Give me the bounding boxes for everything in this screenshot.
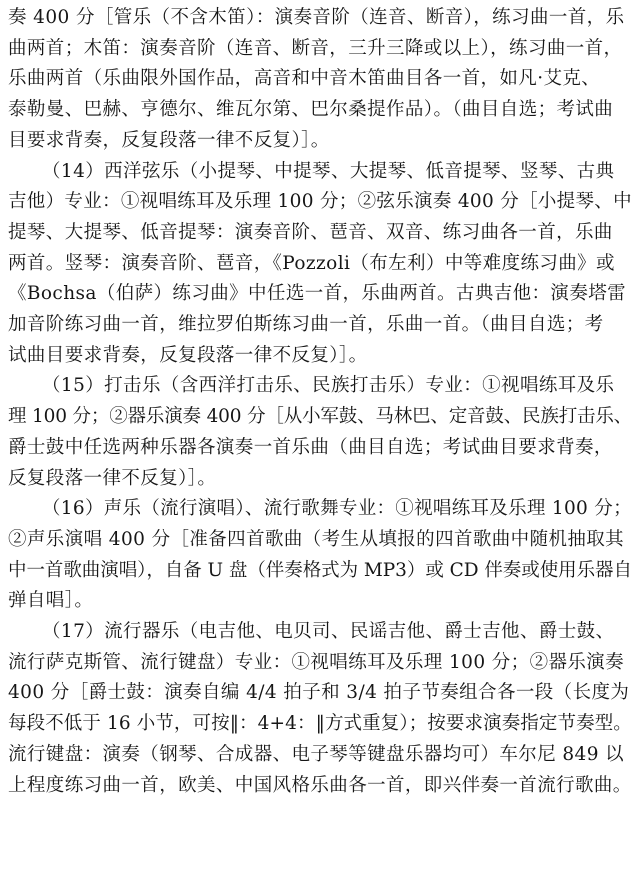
text-line: 目要求背奏，反复段落一律不反复）］。 bbox=[8, 129, 330, 151]
text-line: 曲两首；木笛：演奏音阶（连音、断音，三升三降或以上），练习曲一首， bbox=[8, 37, 623, 59]
text-line: （17）流行器乐（电吉他、电贝司、民谣吉他、爵士吉他、爵士鼓、 bbox=[42, 621, 615, 643]
paragraph-western-strings bbox=[8, 157, 632, 372]
text-line: 400 分［爵士鼓：演奏自编 4/4 拍子和 3/4 拍子节奏组合各一段（长度为 bbox=[8, 682, 630, 704]
text-line: 理 100 分；②器乐演奏 400 分［从小军鼓、马林巴、定音鼓、民族打击乐、 bbox=[8, 406, 633, 428]
text-line: 提琴、大提琴、低音提琴：演奏音阶、琶音、双音、练习曲各一首，乐曲 bbox=[8, 221, 613, 243]
text-line: 弹自唱］。 bbox=[8, 590, 94, 612]
text-line: ②声乐演唱 400 分［准备四首歌曲（考生从填报的四首歌曲中随机抽取其 bbox=[8, 528, 625, 550]
paragraph-pop-instruments bbox=[8, 617, 632, 801]
text-line: 流行萨克斯管、流行键盘）专业：①视唱练耳及乐理 100 分；②器乐演奏 bbox=[8, 651, 625, 673]
paragraph-percussion bbox=[8, 371, 632, 494]
text-line: 奏 400 分［管乐（不含木笛）：演奏音阶（连音、断音），练习曲一首，乐 bbox=[8, 7, 625, 28]
text-line: 爵士鼓中任选两种乐器各演奏一首乐曲（曲目自选；考试曲目要求背奏， bbox=[8, 436, 613, 458]
paragraph-woodwind-continued bbox=[8, 0, 632, 157]
text-line: 每段不低于 16 小节，可按‖：4+4：‖方式重复）；按要求演奏指定节奏型。 bbox=[8, 713, 632, 735]
text-line: （15）打击乐（含西洋打击乐、民族打击乐）专业：①视唱练耳及乐 bbox=[42, 375, 615, 397]
text-line: 中一首歌曲演唱），自备 U 盘（伴奏格式为 MP3）或 CD 伴奏或使用乐器自 bbox=[8, 559, 632, 581]
text-line: （16）声乐（流行演唱）、流行歌舞专业：①视唱练耳及乐理 100 分； bbox=[42, 498, 632, 520]
document-page bbox=[8, 0, 632, 880]
text-line: 《Bochsa（伯萨）练习曲》中任选一首，乐曲两首。古典吉他：演奏塔雷 bbox=[8, 283, 627, 305]
paragraph-pop-vocal bbox=[8, 494, 632, 617]
text-line: 试曲目要求背奏，反复段落一律不反复）］。 bbox=[8, 344, 368, 366]
text-line: 两首。竖琴：演奏音阶、琶音，《Pozzoli（布左利）中等难度练习曲》或 bbox=[8, 252, 615, 274]
text-line: 乐曲两首（乐曲限外国作品，高音和中音木笛曲目各一首，如凡·艾克、 bbox=[8, 68, 601, 90]
text-line: （14）西洋弦乐（小提琴、中提琴、大提琴、低音提琴、竖琴、古典 bbox=[42, 160, 615, 182]
text-line: 上程度练习曲一首，欧美、中国风格乐曲各一首，即兴伴奏一首流行歌曲。 bbox=[8, 774, 632, 796]
text-line: 吉他）专业：①视唱练耳及乐理 100 分；②弦乐演奏 400 分［小提琴、中 bbox=[8, 191, 632, 213]
text-line: 泰勒曼、巴赫、亨德尔、维瓦尔第、巴尔桑提作品）。（曲目自选；考试曲 bbox=[8, 99, 614, 121]
text-line: 流行键盘：演奏（钢琴、合成器、电子琴等键盘乐器均可）车尔尼 849 以 bbox=[8, 743, 625, 765]
text-line: 加音阶练习曲一首，维拉罗伯斯练习曲一首，乐曲一首。（曲目自选；考 bbox=[8, 314, 604, 336]
text-line: 反复段落一律不反复）］。 bbox=[8, 467, 217, 489]
